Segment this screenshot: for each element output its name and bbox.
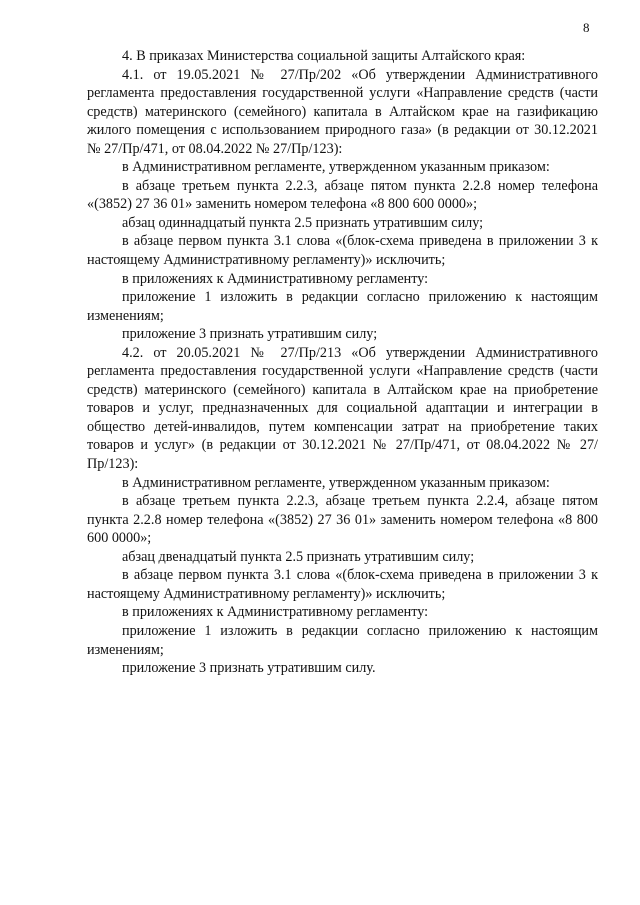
item-4-2-order: 4.2. от 20.05.2021 № 27/Пр/213 «Об утверждении Административного регламента предоставления государственной услуги «Направление средств (части средств) материнского (семейного) капитала в Алтайском крае на приобретение товаров и услуг, предназначенных для социальной адаптации и интеграции в общество детей-инвалидов, путем компенсации затрат на приобретение таких товаров и услуг» (в редакции от 30.12.2021 № 27/Пр/471, от 08.04.2022 № 27/Пр/123): (87, 344, 598, 473)
item-4-1-appendix-3: приложение 3 признать утратившим силу; (122, 326, 378, 343)
item-4-2-regulation-intro: в Административном регламенте, утвержденном указанным приказом: (122, 474, 550, 491)
document-body (87, 47, 598, 678)
page-number: 8 (583, 20, 590, 35)
item-4-1-appendices-intro: в приложениях к Административному регламенту: (122, 270, 429, 287)
item-4-1-clause-2-5: абзац одиннадцатый пункта 2.5 признать утратившим силу; (122, 214, 484, 231)
item-4-2-appendix-3: приложение 3 признать утратившим силу. (122, 660, 376, 677)
item-4-2-phone-change: в абзаце третьем пункта 2.2.3, абзаце третьем пункта 2.2.4, абзаце пятом пункта 2.2.8 номер телефона «(3852) 27 36 01» заменить номером телефона «8 800 600 0000»; (87, 493, 598, 547)
section-4-heading: 4. В приказах Министерства социальной защиты Алтайского края: (122, 48, 526, 64)
item-4-2-appendix-1: приложение 1 изложить в редакции согласно приложению к настоящим изменениям; (87, 622, 598, 658)
item-4-1-regulation-intro: в Административном регламенте, утвержденном указанным приказом: (122, 159, 550, 176)
item-4-1-phone-change: в абзаце третьем пункта 2.2.3, абзаце пятом пункта 2.2.8 номер телефона «(3852) 27 36 01» заменить номером телефона «8 800 600 0000»; (87, 177, 598, 213)
item-4-1-order: 4.1. от 19.05.2021 № 27/Пр/202 «Об утверждении Административного регламента предоставления государственной услуги «Направление средств (части средств) материнского (семейного) капитала в Алтайском крае на газификацию жилого помещения с использованием природного газа» (в редакции от 30.12.2021 № 27/Пр/471, от 08.04.2022 № 27/Пр/123): (87, 66, 598, 157)
item-4-1-appendix-1: приложение 1 изложить в редакции согласно приложению к настоящим изменениям; (87, 289, 598, 324)
item-4-2-appendices-intro: в приложениях к Административному регламенту: (122, 604, 429, 621)
item-4-2-clause-2-5: абзац двенадцатый пункта 2.5 признать утратившим силу; (122, 548, 475, 565)
item-4-1-clause-3-1: в абзаце первом пункта 3.1 слова «(блок-схема приведена в приложении 3 к настоящему Административному регламенту)» исключить; (87, 233, 598, 269)
item-4-2-clause-3-1: в абзаце первом пункта 3.1 слова «(блок-схема приведена в приложении 3 к настоящему Административному регламенту)» исключить; (87, 567, 598, 602)
